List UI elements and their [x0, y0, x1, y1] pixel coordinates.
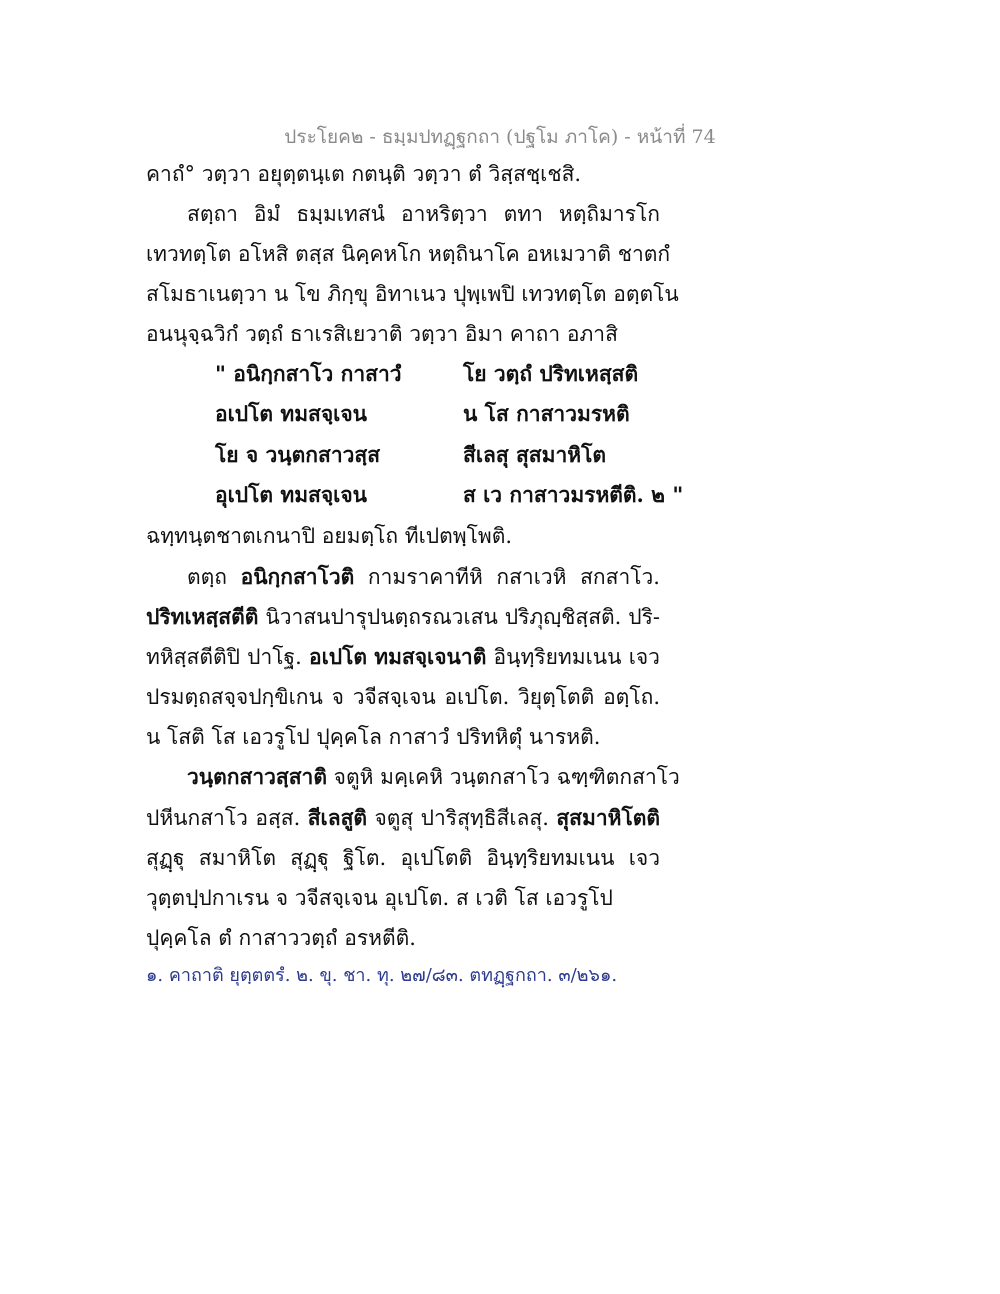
text-line: สตฺถา อิมํ ธมฺมเทสนํ อาหริตฺวา ตทา หตฺถิมารโก	[187, 202, 660, 226]
text-line	[146, 603, 660, 631]
verse-line: โย วตฺถํ ปริทเหสฺสติ	[463, 361, 639, 386]
text-line: ฉทฺทนฺตชาตเกนาปิ อยมตฺโถ ทีเปตพฺโพติ.	[146, 524, 513, 548]
text-line: สุฏฺฐุ สมาหิโต สุฏฺฐุ ฐิโต. อุเปโตติ อินฺทฺริยทมเนน เจว	[146, 846, 660, 870]
text-span: ปหีนกสาโว อสฺส.	[146, 806, 301, 830]
text-line: ปรมตฺถสจฺจปกฺขิเกน จ วจีสจฺเจน อเปโต. วิยุตฺโตติ อตฺโถ.	[146, 685, 660, 709]
text-line: สโมธาเนตฺวา น โข ภิกฺขุ อิทาเนว ปุพฺเพปิ เทวทตฺโต อตฺตโน	[146, 282, 679, 306]
bold-term: สุสมาหิโตติ	[556, 805, 661, 830]
verse-line: อุเปโต ทมสจฺเจน	[215, 482, 367, 507]
bold-term: ทมสจฺเจนาติ	[374, 644, 487, 669]
text-line	[146, 804, 660, 832]
bold-term: สีเลสูติ	[307, 805, 368, 830]
text-line: วุตฺตปฺปกาเรน จ วจีสจฺเจน อุเปโต. ส เวติ โส เอวรูโป	[146, 886, 613, 910]
text-line	[187, 763, 680, 791]
text-span: ทหิสฺสตีติปิ ปาโฐ.	[146, 645, 302, 669]
text-line: น โสติ โส เอวรูโป ปุคฺคโล กาสาวํ ปริทหิตุํ นารหติ.	[146, 725, 601, 749]
text-span: จตูสุ ปาริสุทฺธิสีเลสุ.	[374, 806, 549, 830]
text-span: นิวาสนปารุปนตฺถรณวเสน ปริภุญฺชิสฺสติ. ปริ-	[265, 605, 660, 629]
text-span: กามราคาทีหิ กสาเวหิ สกสาโว.	[367, 565, 660, 589]
text-line: เทวทตฺโต อโหสิ ตสฺส นิคฺคหโก หตฺถินาโค อหเมวาติ ชาตกํ	[146, 242, 671, 266]
text-span: อินฺทฺริยทมเนน เจว	[493, 645, 660, 669]
verse-line: อเปโต ทมสจฺเจน	[215, 401, 367, 426]
page-header: ประโยค๒ - ธมฺมปทฏฺฐกถา (ปฐโม ภาโค) - หน้าที่ 74	[284, 126, 716, 148]
text-span: ตตฺถ	[187, 565, 227, 589]
verse-line: น โส กาสาวมรหติ	[463, 401, 630, 426]
text-line	[146, 643, 660, 671]
verse-line: " อนิกฺกสาโว กาสาวํ	[215, 361, 402, 386]
bold-term: ปริทเหสฺสตีติ	[146, 604, 259, 629]
text-line: ปุคฺคโล ตํ กาสาววตฺถํ อรหตีติ.	[146, 926, 416, 950]
bold-term: วนฺตกสาวสฺสาติ	[187, 764, 327, 789]
verse-line: โย จ วนฺตกสาวสฺส	[215, 442, 381, 467]
text-line: คาถํ° วตฺวา อยุตฺตนฺเต กตนฺติ วตฺวา ตํ วิสฺสชฺเชสิ.	[146, 162, 582, 186]
bold-term: อเปโต	[309, 644, 368, 669]
verse-line: ส เว กาสาวมรหตีติ. ๒ "	[463, 482, 684, 507]
verse-line: สีเลสุ สุสมาหิโต	[463, 442, 607, 467]
footnote: ๑. คาถาติ ยุตฺตตรํ. ๒. ขุ. ชา. ทุ. ๒๗/๘๓. ตทฏฺฐกถา. ๓/๒๖๑.	[146, 965, 618, 986]
text-span: จตูหิ มคฺเคหิ วนฺตกสาโว ฉฑฺฑิตกสาโว	[333, 765, 680, 789]
text-line	[187, 563, 660, 591]
text-line: อนนุจฺฉวิกํ วตฺถํ ธาเรสิเยวาติ วตฺวา อิมา คาถา อภาสิ	[146, 322, 618, 346]
bold-term: อนิกฺกสาโวติ	[240, 564, 355, 589]
